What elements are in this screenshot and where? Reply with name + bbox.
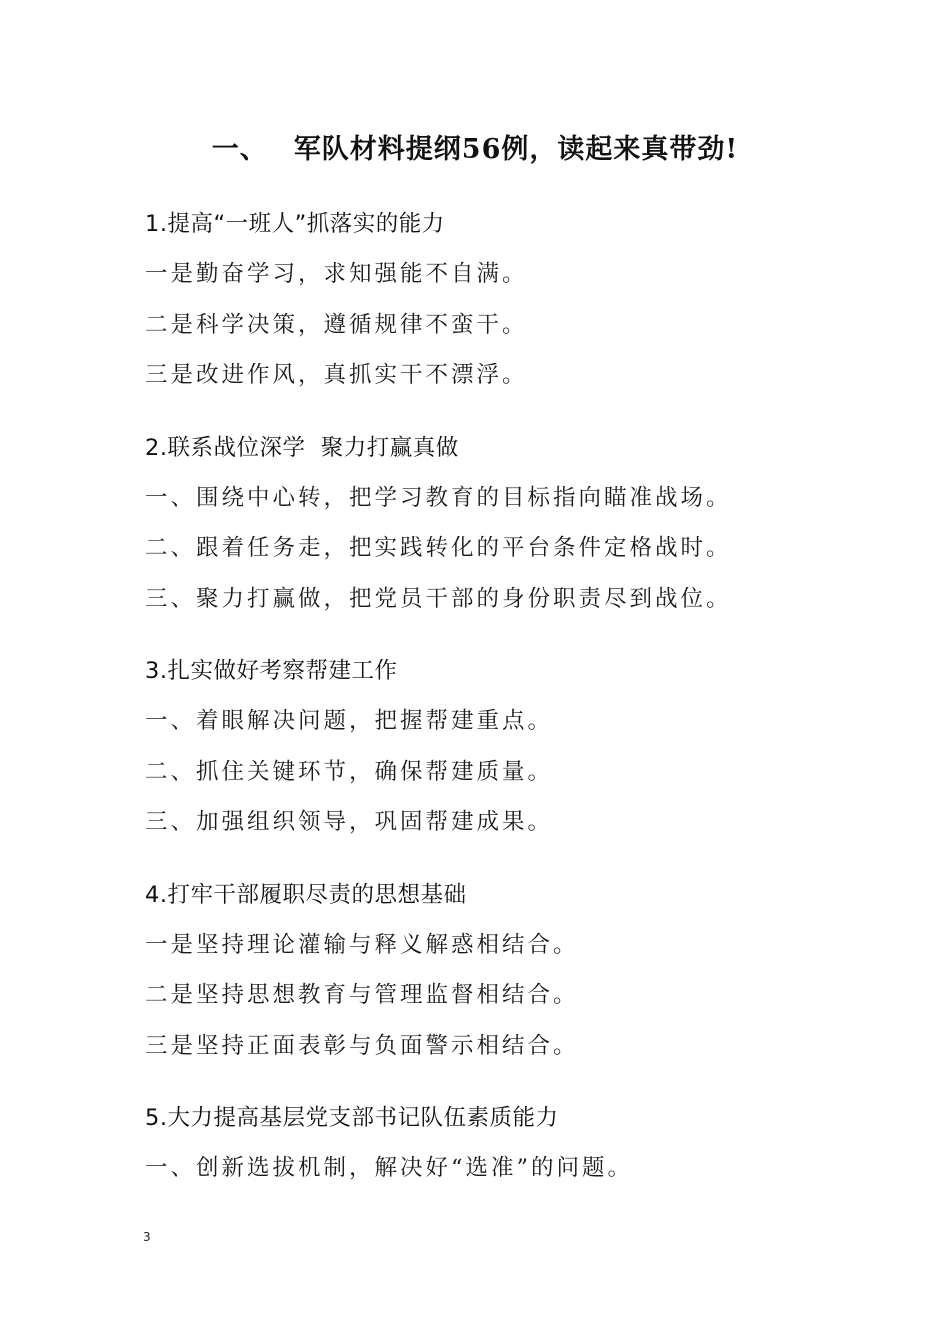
section-item: 一、创新选拔机制，解决好“选准”的问题。 [145,1155,634,1181]
section-spacer [145,624,825,646]
section-item: 一、着眼解决问题，把握帮建重点。 [145,708,554,734]
section-item: 三是坚持正面表彰与负面警示相结合。 [145,1032,579,1059]
title-text: 军队材料提纲56例，读起来真带劲! [293,134,739,165]
section-heading: 4.打牢干部履职尽责的思想基础 [145,881,467,908]
section-item: 二是坚持思想教育与管理监督相结合。 [145,982,579,1008]
section-1 [145,199,825,401]
section-spacer [145,401,825,423]
section-5 [145,1093,825,1194]
section-2 [145,423,825,625]
section-item: 三、加强组织领导，巩固帮建成果。 [145,809,554,835]
document-body [145,199,825,1194]
section-spacer [145,848,825,870]
section-item: 二、抓住关键环节，确保帮建质量。 [145,758,554,785]
section-item: 一、围绕中心转，把学习教育的目标指向瞄准战场。 [145,484,732,511]
page-title [0,130,950,170]
section-spacer [145,1071,825,1093]
section-4 [145,870,825,1072]
section-item: 一是勤奋学习，求知强能不自满。 [145,261,528,287]
section-heading: 3.扎实做好考察帮建工作 [145,658,398,684]
section-item: 二、跟着任务走，把实践转化的平台条件定格战时。 [145,535,732,561]
section-heading: 5.大力提高基层党支部书记队伍素质能力 [145,1105,559,1131]
section-item: 三、聚力打赢做，把党员干部的身份职责尽到战位。 [145,585,732,612]
section-item: 一是坚持理论灌输与释义解惑相结合。 [145,931,579,958]
section-3 [145,646,825,848]
section-item: 二是科学决策，遵循规律不蛮干。 [145,311,528,338]
section-heading: 1.提高“一班人”抓落实的能力 [145,211,445,237]
title-prefix: 一、 [211,134,268,165]
section-heading: 2.联系战位深学 聚力打赢真做 [145,434,459,461]
section-item: 三是改进作风，真抓实干不漂浮。 [145,362,528,388]
page-number: 3 [143,1230,151,1244]
